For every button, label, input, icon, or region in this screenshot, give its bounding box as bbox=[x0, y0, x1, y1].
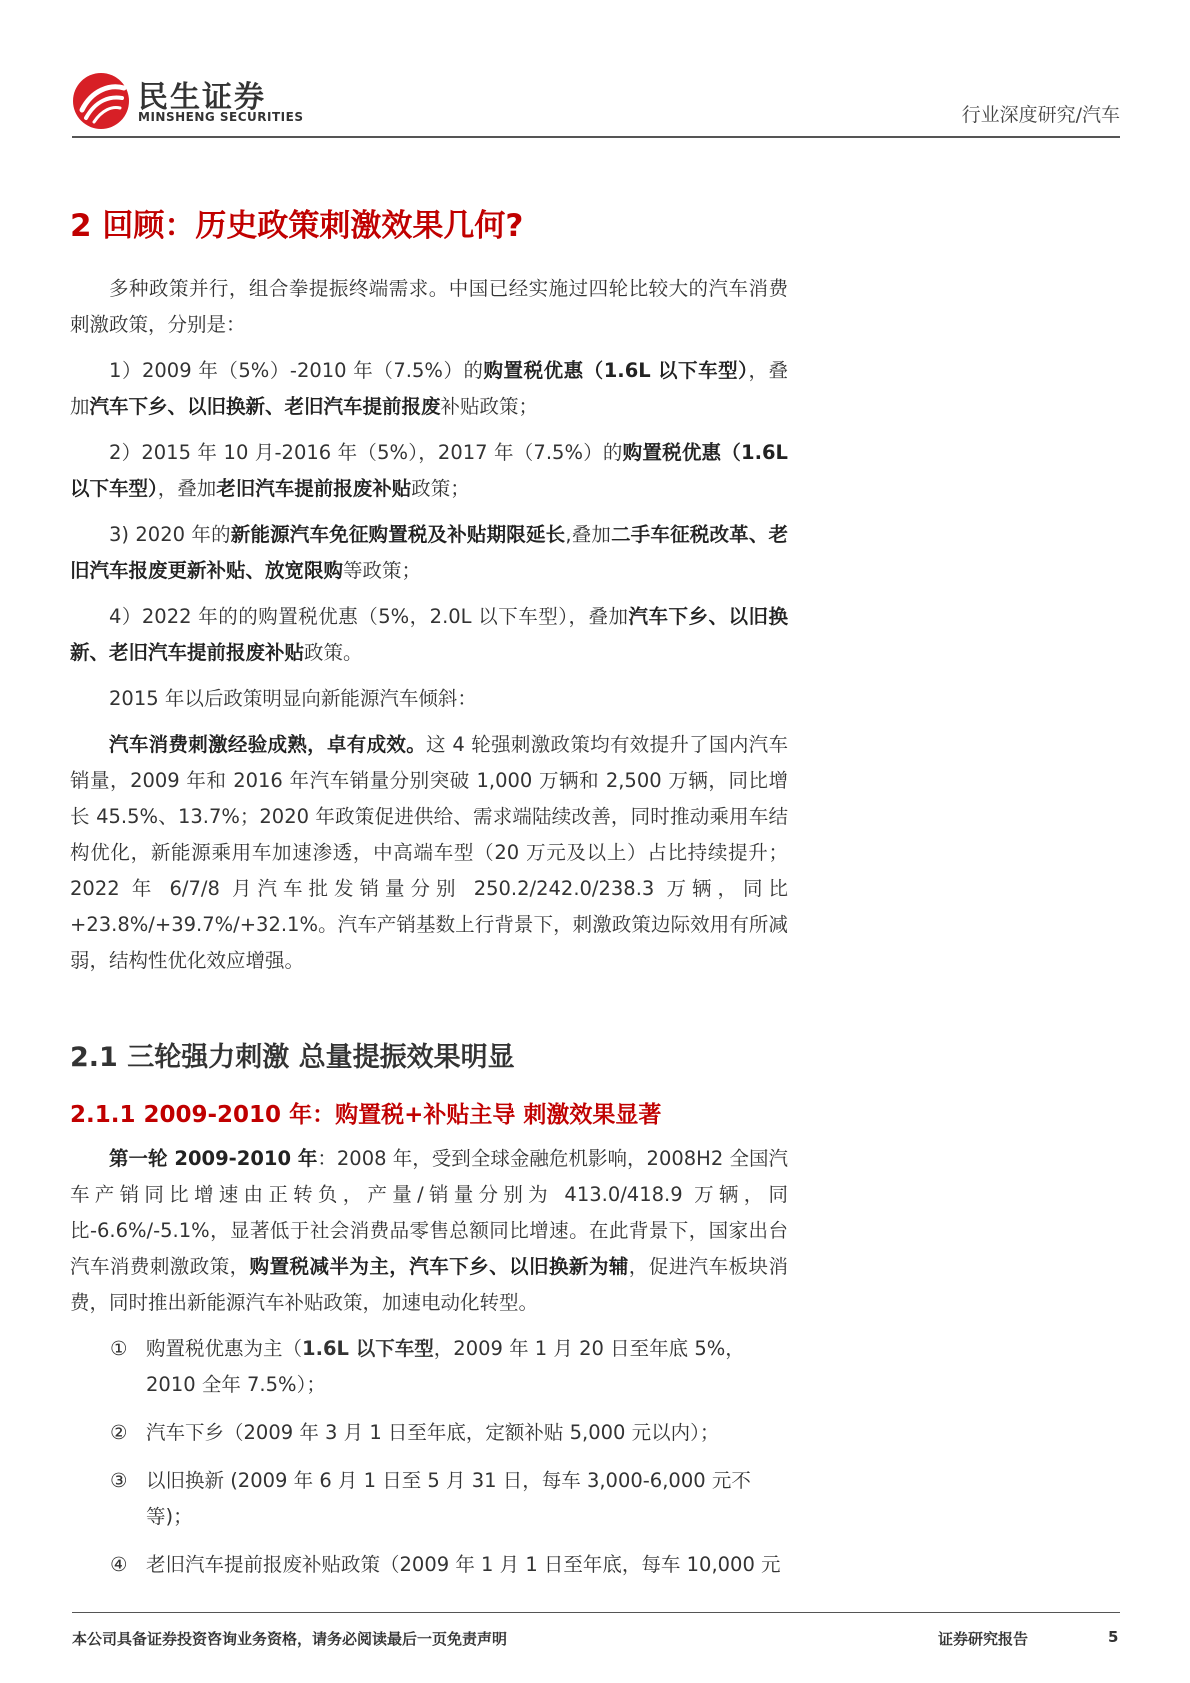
policy-item-4: 4）2022 年的的购置税优惠（5%，2.0L 以下车型），叠加汽车下乡、以旧换新、老旧汽车提前报废补贴政策。 bbox=[70, 605, 788, 664]
list-marker: ③ bbox=[110, 1469, 128, 1492]
section-title: 2 回顾：历史政策刺激效果几何? bbox=[70, 208, 524, 244]
list-marker: ② bbox=[110, 1421, 128, 1444]
page-header bbox=[72, 58, 1120, 138]
minsheng-logo-icon bbox=[72, 72, 130, 130]
brand-name-en: MINSHENG SECURITIES bbox=[138, 110, 304, 124]
round1-paragraph: 第一轮 2009-2010 年：2008 年，受到全球金融危机影响，2008H2 全国汽车产销同比增速由正转负，产量/销量分别为 413.0/418.9 万辆，同比-6.6%/-5.1%，显著低于社会消费品零售总额同比增速。在此背景下，国家出台汽车消费刺激政策，购置税减半为主，汽车下乡、以旧换新为辅，促进汽车板块消费，同时推出新能源汽车补贴政策，加速电动化转型。 bbox=[70, 1147, 788, 1314]
list-item bbox=[70, 1415, 788, 1451]
page-number: 5 bbox=[1108, 1628, 1119, 1646]
subsection-title: 2.1 三轮强力刺激 总量提振效果明显 bbox=[70, 1042, 515, 1073]
list-marker: ④ bbox=[110, 1553, 128, 1576]
subsubsection-title: 2.1.1 2009-2010 年：购置税+补贴主导 刺激效果显著 bbox=[70, 1102, 662, 1128]
header-divider bbox=[72, 136, 1120, 138]
brand-name-cn: 民生证券 bbox=[138, 80, 266, 115]
footer-divider bbox=[72, 1612, 1120, 1613]
footer-report-type: 证券研究报告 bbox=[938, 1630, 1029, 1648]
list-item-text: 汽车下乡（2009 年 3 月 1 日至年底，定额补贴 5,000 元以内）； bbox=[146, 1421, 720, 1444]
effect-paragraph: 汽车消费刺激经验成熟，卓有成效。这 4 轮强刺激政策均有效提升了国内汽车销量，2009 年和 2016 年汽车销量分别突破 1,000 万辆和 2,500 万辆，同比增长 45.5%、13.7%；2020 年政策促进供给、需求端陆续改善，同时推动乘用车结构优化，新能源乘用车加速渗透，中高端车型（20 万元及以上）占比持续提升；2022 年 6/7/8 月汽车批发销量分别 250.2/242.0/238.3 万辆，同比+23.8%/+39.7%/+32.1%。汽车产销基数上行背景下，刺激政策边际效用有所减弱，结构性优化效应增强。 bbox=[70, 733, 788, 972]
nev-note-paragraph: 2015 年以后政策明显向新能源汽车倾斜： bbox=[109, 687, 477, 710]
list-item-text: 以旧换新 (2009 年 6 月 1 日至 5 月 31 日，每车 3,000-6,000 元不等)； bbox=[146, 1469, 751, 1528]
footer-disclaimer: 本公司具备证券投资咨询业务资格，请务必阅读最后一页免责声明 bbox=[72, 1630, 508, 1648]
policy-item-2: 2）2015 年 10 月-2016 年（5%），2017 年（7.5%）的购置税优惠（1.6L 以下车型），叠加老旧汽车提前报废补贴政策； bbox=[70, 441, 788, 500]
list-item bbox=[70, 1463, 788, 1535]
intro-paragraph: 多种政策并行，组合拳提振终端需求。中国已经实施过四轮比较大的汽车消费刺激政策，分别是： bbox=[70, 277, 788, 336]
report-category: 行业深度研究/汽车 bbox=[961, 104, 1120, 126]
policy-item-1: 1）2009 年（5%）-2010 年（7.5%）的购置税优惠（1.6L 以下车型），叠加汽车下乡、以旧换新、老旧汽车提前报废补贴政策； bbox=[70, 359, 788, 418]
list-item-text: 老旧汽车提前报废补贴政策（2009 年 1 月 1 日至年底，每车 10,000 元 bbox=[146, 1553, 781, 1576]
list-item bbox=[70, 1547, 788, 1583]
list-item-text: 购置税优惠为主（1.6L 以下车型，2009 年 1 月 20 日至年底 5%，2010 全年 7.5%）； bbox=[146, 1337, 745, 1396]
main-content bbox=[70, 200, 788, 1595]
policy-item-3: 3) 2020 年的新能源汽车免征购置税及补贴期限延长,叠加二手车征税改革、老旧汽车报废更新补贴、放宽限购等政策； bbox=[70, 523, 788, 582]
list-item bbox=[70, 1331, 788, 1403]
list-marker: ① bbox=[110, 1337, 128, 1360]
